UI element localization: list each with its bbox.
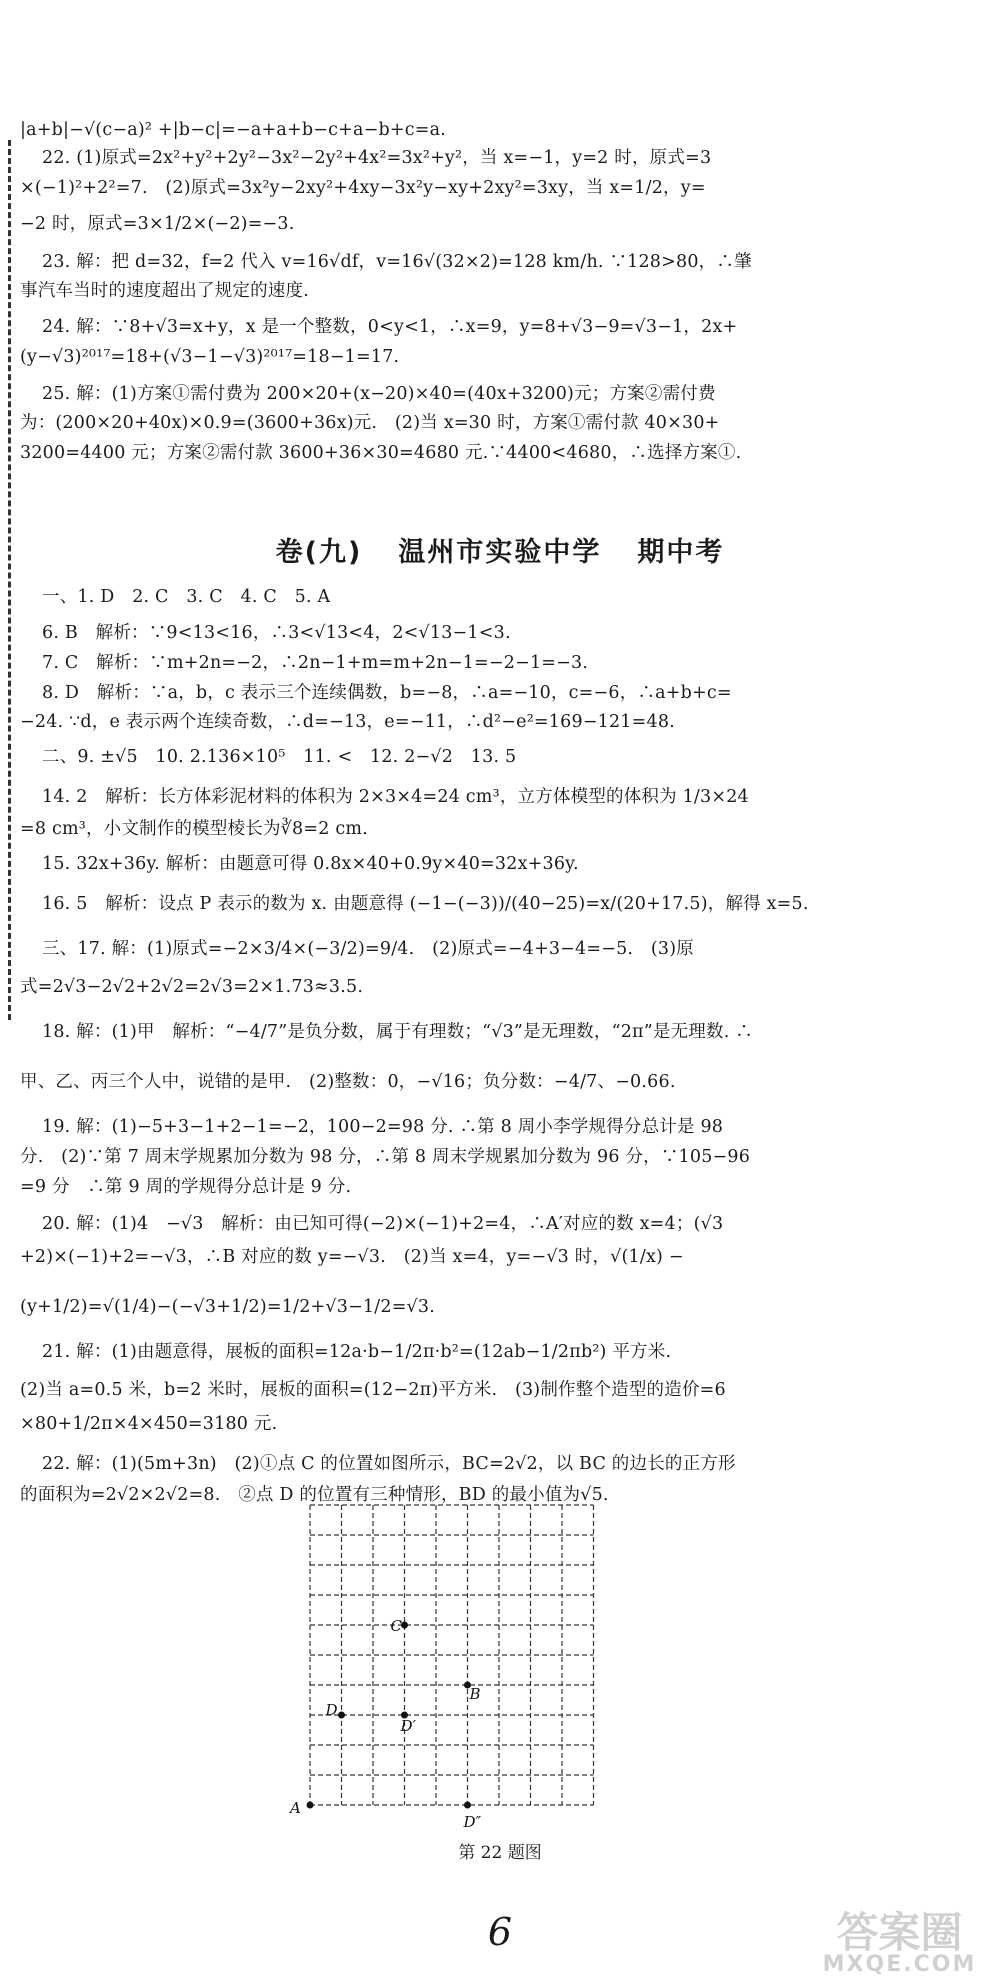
grid-point bbox=[307, 1802, 314, 1809]
text-line: 三、17. 解：(1)原式=−2×3/4×(−3/2)=9/4. (2)原式=−4+3−4=−5. (3)原 bbox=[42, 939, 694, 959]
text-line: 的面积为=2√2×2√2=8. ②点 D 的位置有三种情形，BD 的最小值为√5. bbox=[20, 1485, 609, 1505]
text-line: 3200=4400 元；方案②需付款 3600+36×30=4680 元.∵4400<4680，∴选择方案①. bbox=[20, 443, 742, 463]
text-line: |a+b|−√(c−a)² +|b−c|=−a+a+b−c+a−b+c=a. bbox=[20, 120, 447, 140]
text-line: 25. 解：(1)方案①需付费为 200×20+(x−20)×40=(40x+3200)元；方案②需付费 bbox=[42, 384, 716, 404]
text-line: 为：(200×20+40x)×0.9=(3600+36x)元. (2)当 x=30 时，方案①需付款 40×30+ bbox=[20, 413, 720, 433]
section-exam: 期中考 bbox=[637, 537, 725, 568]
text-line: =9 分 ∴第 9 周的学规得分总计是 9 分. bbox=[20, 1177, 352, 1197]
grid-point-label: B bbox=[469, 1685, 481, 1703]
text-line: 24. 解：∵8+√3=x+y，x 是一个整数，0<y<1，∴x=9，y=8+√3−9=√3−1，2x+ bbox=[42, 317, 738, 337]
grid-point-label: D″ bbox=[463, 1813, 482, 1831]
text-line: 19. 解：(1)−5+3−1+2−1=−2，100−2=98 分. ∴第 8 周小李学规得分总计是 98 bbox=[42, 1117, 724, 1137]
watermark-top: 答案圈 bbox=[836, 1908, 963, 1957]
text-line: 6. B 解析：∵9<13<16，∴3<√13<4，2<√13−1<3. bbox=[42, 623, 511, 643]
watermark-bottom: MXQE.COM bbox=[822, 1952, 977, 1977]
grid-point bbox=[464, 1802, 471, 1809]
section-school: 温州市实验中学 bbox=[398, 537, 602, 568]
text-line: 分. (2)∵第 7 周末学规累加分数为 98 分，∴第 8 周末学规累加分数为 96 分，∵105−96 bbox=[20, 1147, 751, 1167]
text-line: 23. 解：把 d=32，f=2 代入 v=16√df，v=16√(32×2)=128 km/h. ∵128>80，∴肇 bbox=[42, 252, 752, 272]
text-line: 一、1. D 2. C 3. C 4. C 5. A bbox=[42, 587, 331, 607]
grid-point-label: A bbox=[290, 1799, 301, 1817]
text-line: (y+1/2)=√(1/4)−(−√3+1/2)=1/2+√3−1/2=√3. bbox=[20, 1297, 436, 1317]
text-line: 7. C 解析：∵m+2n=−2，∴2n−1+m=m+2n−1=−2−1=−3. bbox=[42, 653, 589, 673]
grid-point-label: D′ bbox=[400, 1717, 416, 1735]
text-line: 18. 解：(1)甲 解析：“−4/7”是负分数，属于有理数；“√3”是无理数，“2π”是无理数. ∴ bbox=[42, 1022, 753, 1042]
text-line: 16. 5 解析：设点 P 表示的数为 x. 由题意得 (−1−(−3))/(40−25)=x/(20+17.5)，解得 x=5. bbox=[42, 894, 809, 914]
text-line: 二、9. ±√5 10. 2.136×10⁵ 11. < 12. 2−√2 13. 5 bbox=[42, 747, 517, 767]
text-line: 14. 2 解析：长方体彩泥材料的体积为 2×3×4=24 cm³，立方体模型的体积为 1/3×24 bbox=[42, 787, 749, 807]
grid-point-label: D bbox=[325, 1701, 338, 1719]
watermark-logo bbox=[812, 1900, 987, 1980]
text-line: (y−√3)²⁰¹⁷=18+(√3−1−√3)²⁰¹⁷=18−1=17. bbox=[20, 347, 400, 367]
text-line: ×(−1)²+2²=7. (2)原式=3x²y−2xy²+4xy−3x²y−xy+2xy²=3xy，当 x=1/2，y= bbox=[20, 178, 706, 198]
text-line: (2)当 a=0.5 米，b=2 米时，展板的面积=(12−2π)平方米. (3)制作整个造型的造价=6 bbox=[20, 1380, 726, 1400]
figure-caption: 第 22 题图 bbox=[458, 1843, 542, 1863]
grid-svg bbox=[290, 1495, 610, 1835]
binding-margin-line bbox=[8, 140, 11, 1020]
text-line: 20. 解：(1)4 −√3 解析：由已知可得(−2)×(−1)+2=4，∴A′对应的数 x=4；(√3 bbox=[42, 1214, 724, 1234]
text-line: 22. 解：(1)(5m+3n) (2)①点 C 的位置如图所示，BC=2√2，以 BC 的边长的正方形 bbox=[42, 1454, 736, 1474]
page-number: 6 bbox=[487, 1910, 513, 1954]
section-title bbox=[0, 530, 1000, 569]
text-line: −2 时，原式=3×1/2×(−2)=−3. bbox=[20, 214, 295, 234]
text-line: +2)×(−1)+2=−√3，∴B 对应的数 y=−√3. (2)当 x=4，y=−√3 时，√(1/x) − bbox=[20, 1247, 684, 1267]
figure-grid bbox=[290, 1495, 610, 1839]
grid-point bbox=[401, 1622, 408, 1629]
text-line: 22. (1)原式=2x²+y²+2y²−3x²−2y²+4x²=3x²+y²，当 x=−1，y=2 时，原式=3 bbox=[42, 148, 712, 168]
grid-point-label: C bbox=[390, 1617, 402, 1635]
section-volume: 卷(九) bbox=[275, 537, 363, 568]
text-line: =8 cm³，小文制作的模型棱长为∛8=2 cm. bbox=[20, 819, 368, 839]
grid-point bbox=[338, 1712, 345, 1719]
text-line: ×80+1/2π×4×450=3180 元. bbox=[20, 1414, 278, 1434]
text-line: 甲、乙、丙三个人中，说错的是甲. (2)整数：0，−√16；负分数：−4/7、−0.66. bbox=[20, 1072, 676, 1092]
text-line: 21. 解：(1)由题意得，展板的面积=12a·b−1/2π·b²=(12ab−1/2πb²) 平方米. bbox=[42, 1342, 672, 1362]
text-line: 事汽车当时的速度超出了规定的速度. bbox=[20, 281, 309, 301]
text-line: 8. D 解析：∵a，b，c 表示三个连续偶数，b=−8，∴a=−10，c=−6，∴a+b+c= bbox=[42, 683, 732, 703]
text-line: 15. 32x+36y. 解析：由题意可得 0.8x×40+0.9y×40=32x+36y. bbox=[42, 854, 579, 874]
text-line: −24. ∵d，e 表示两个连续奇数，∴d=−13，e=−11，∴d²−e²=169−121=48. bbox=[20, 712, 675, 732]
text-line: 式=2√3−2√2+2√2=2√3=2×1.73≈3.5. bbox=[20, 977, 364, 997]
